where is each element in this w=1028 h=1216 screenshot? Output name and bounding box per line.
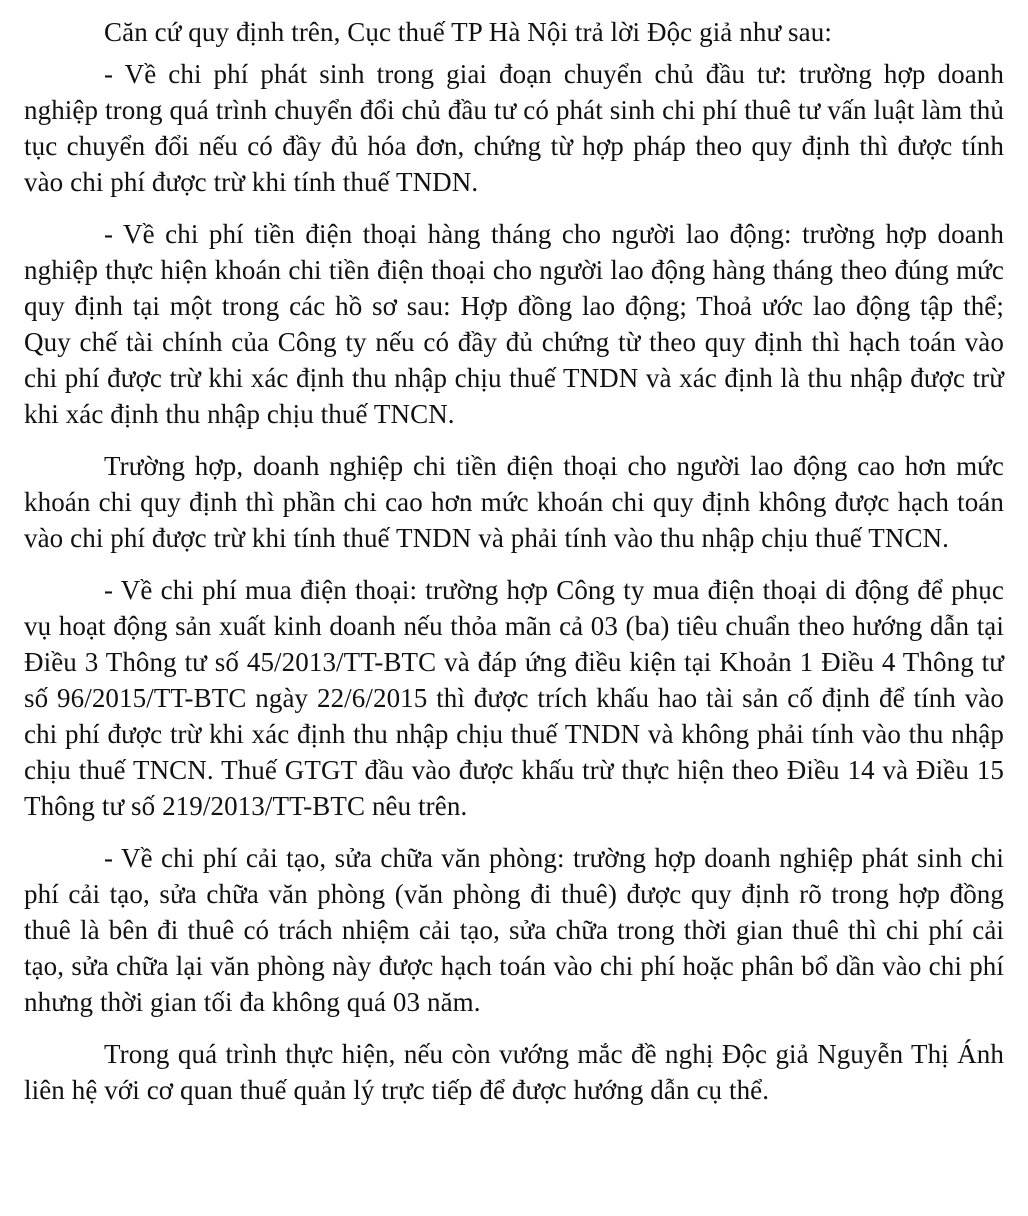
paragraph-office-renovation: - Về chi phí cải tạo, sửa chữa văn phòng: trường hợp doanh nghiệp phát sinh chi phí cải tạo, sửa chữa văn phòng (văn phòng đi thuê) được quy định rõ trong hợp đồng thuê là bên đi thuê có trách nhiệm cải tạo, sửa chữa trong thời gian thuê thì chi phí cải tạo, sửa chữa lại văn phòng này được hạch toán vào chi phí hoặc phân bổ dần vào chi phí nhưng thời gian tối đa không quá 03 năm. bbox=[24, 843, 1004, 1017]
paragraph-closing: Trong quá trình thực hiện, nếu còn vướng mắc đề nghị Độc giả Nguyễn Thị Ánh liên hệ với cơ quan thuế quản lý trực tiếp để được hướng dẫn cụ thể. bbox=[24, 1039, 1004, 1105]
paragraph-investor-change-costs: - Về chi phí phát sinh trong giai đoạn chuyển chủ đầu tư: trường hợp doanh nghiệp trong quá trình chuyển đổi chủ đầu tư có phát sinh chi phí thuê tư vấn luật làm thủ tục chuyển đổi nếu có đầy đủ hóa đơn, chứng từ hợp pháp theo quy định thì được tính vào chi phí được trừ khi tính thuế TNDN. bbox=[24, 59, 1004, 197]
paragraph-intro: Căn cứ quy định trên, Cục thuế TP Hà Nội trả lời Độc giả như sau: bbox=[104, 17, 832, 47]
paragraph-phone-purchase: - Về chi phí mua điện thoại: trường hợp Công ty mua điện thoại di động để phục vụ hoạt động sản xuất kinh doanh nếu thỏa mãn cả 03 (ba) tiêu chuẩn theo hướng dẫn tại Điều 3 Thông tư số 45/2013/TT-BTC và đáp ứng điều kiện tại Khoản 1 Điều 4 Thông tư số 96/2015/TT-BTC ngày 22/6/2015 thì được trích khấu hao tài sản cố định để tính vào chi phí được trừ khi xác định thu nhập chịu thuế TNDN và không phải tính vào thu nhập chịu thuế TNCN. Thuế GTGT đầu vào được khấu trừ thực hiện theo Điều 14 và Điều 15 Thông tư số 219/2013/TT-BTC nêu trên. bbox=[24, 575, 1004, 821]
paragraph-phone-allowance-excess: Trường hợp, doanh nghiệp chi tiền điện thoại cho người lao động cao hơn mức khoán chi quy định thì phần chi cao hơn mức khoán chi quy định không được hạch toán vào chi phí được trừ khi tính thuế TNDN và phải tính vào thu nhập chịu thuế TNCN. bbox=[24, 451, 1004, 553]
paragraph-phone-allowance: - Về chi phí tiền điện thoại hàng tháng cho người lao động: trường hợp doanh nghiệp thực hiện khoán chi tiền điện thoại cho người lao động hàng tháng theo đúng mức quy định tại một trong các hồ sơ sau: Hợp đồng lao động; Thoả ước lao động tập thể; Quy chế tài chính của Công ty nếu có đầy đủ chứng từ theo quy định thì hạch toán vào chi phí được trừ khi xác định thu nhập chịu thuế TNDN và xác định là thu nhập được trừ khi xác định thu nhập chịu thuế TNCN. bbox=[24, 219, 1004, 429]
